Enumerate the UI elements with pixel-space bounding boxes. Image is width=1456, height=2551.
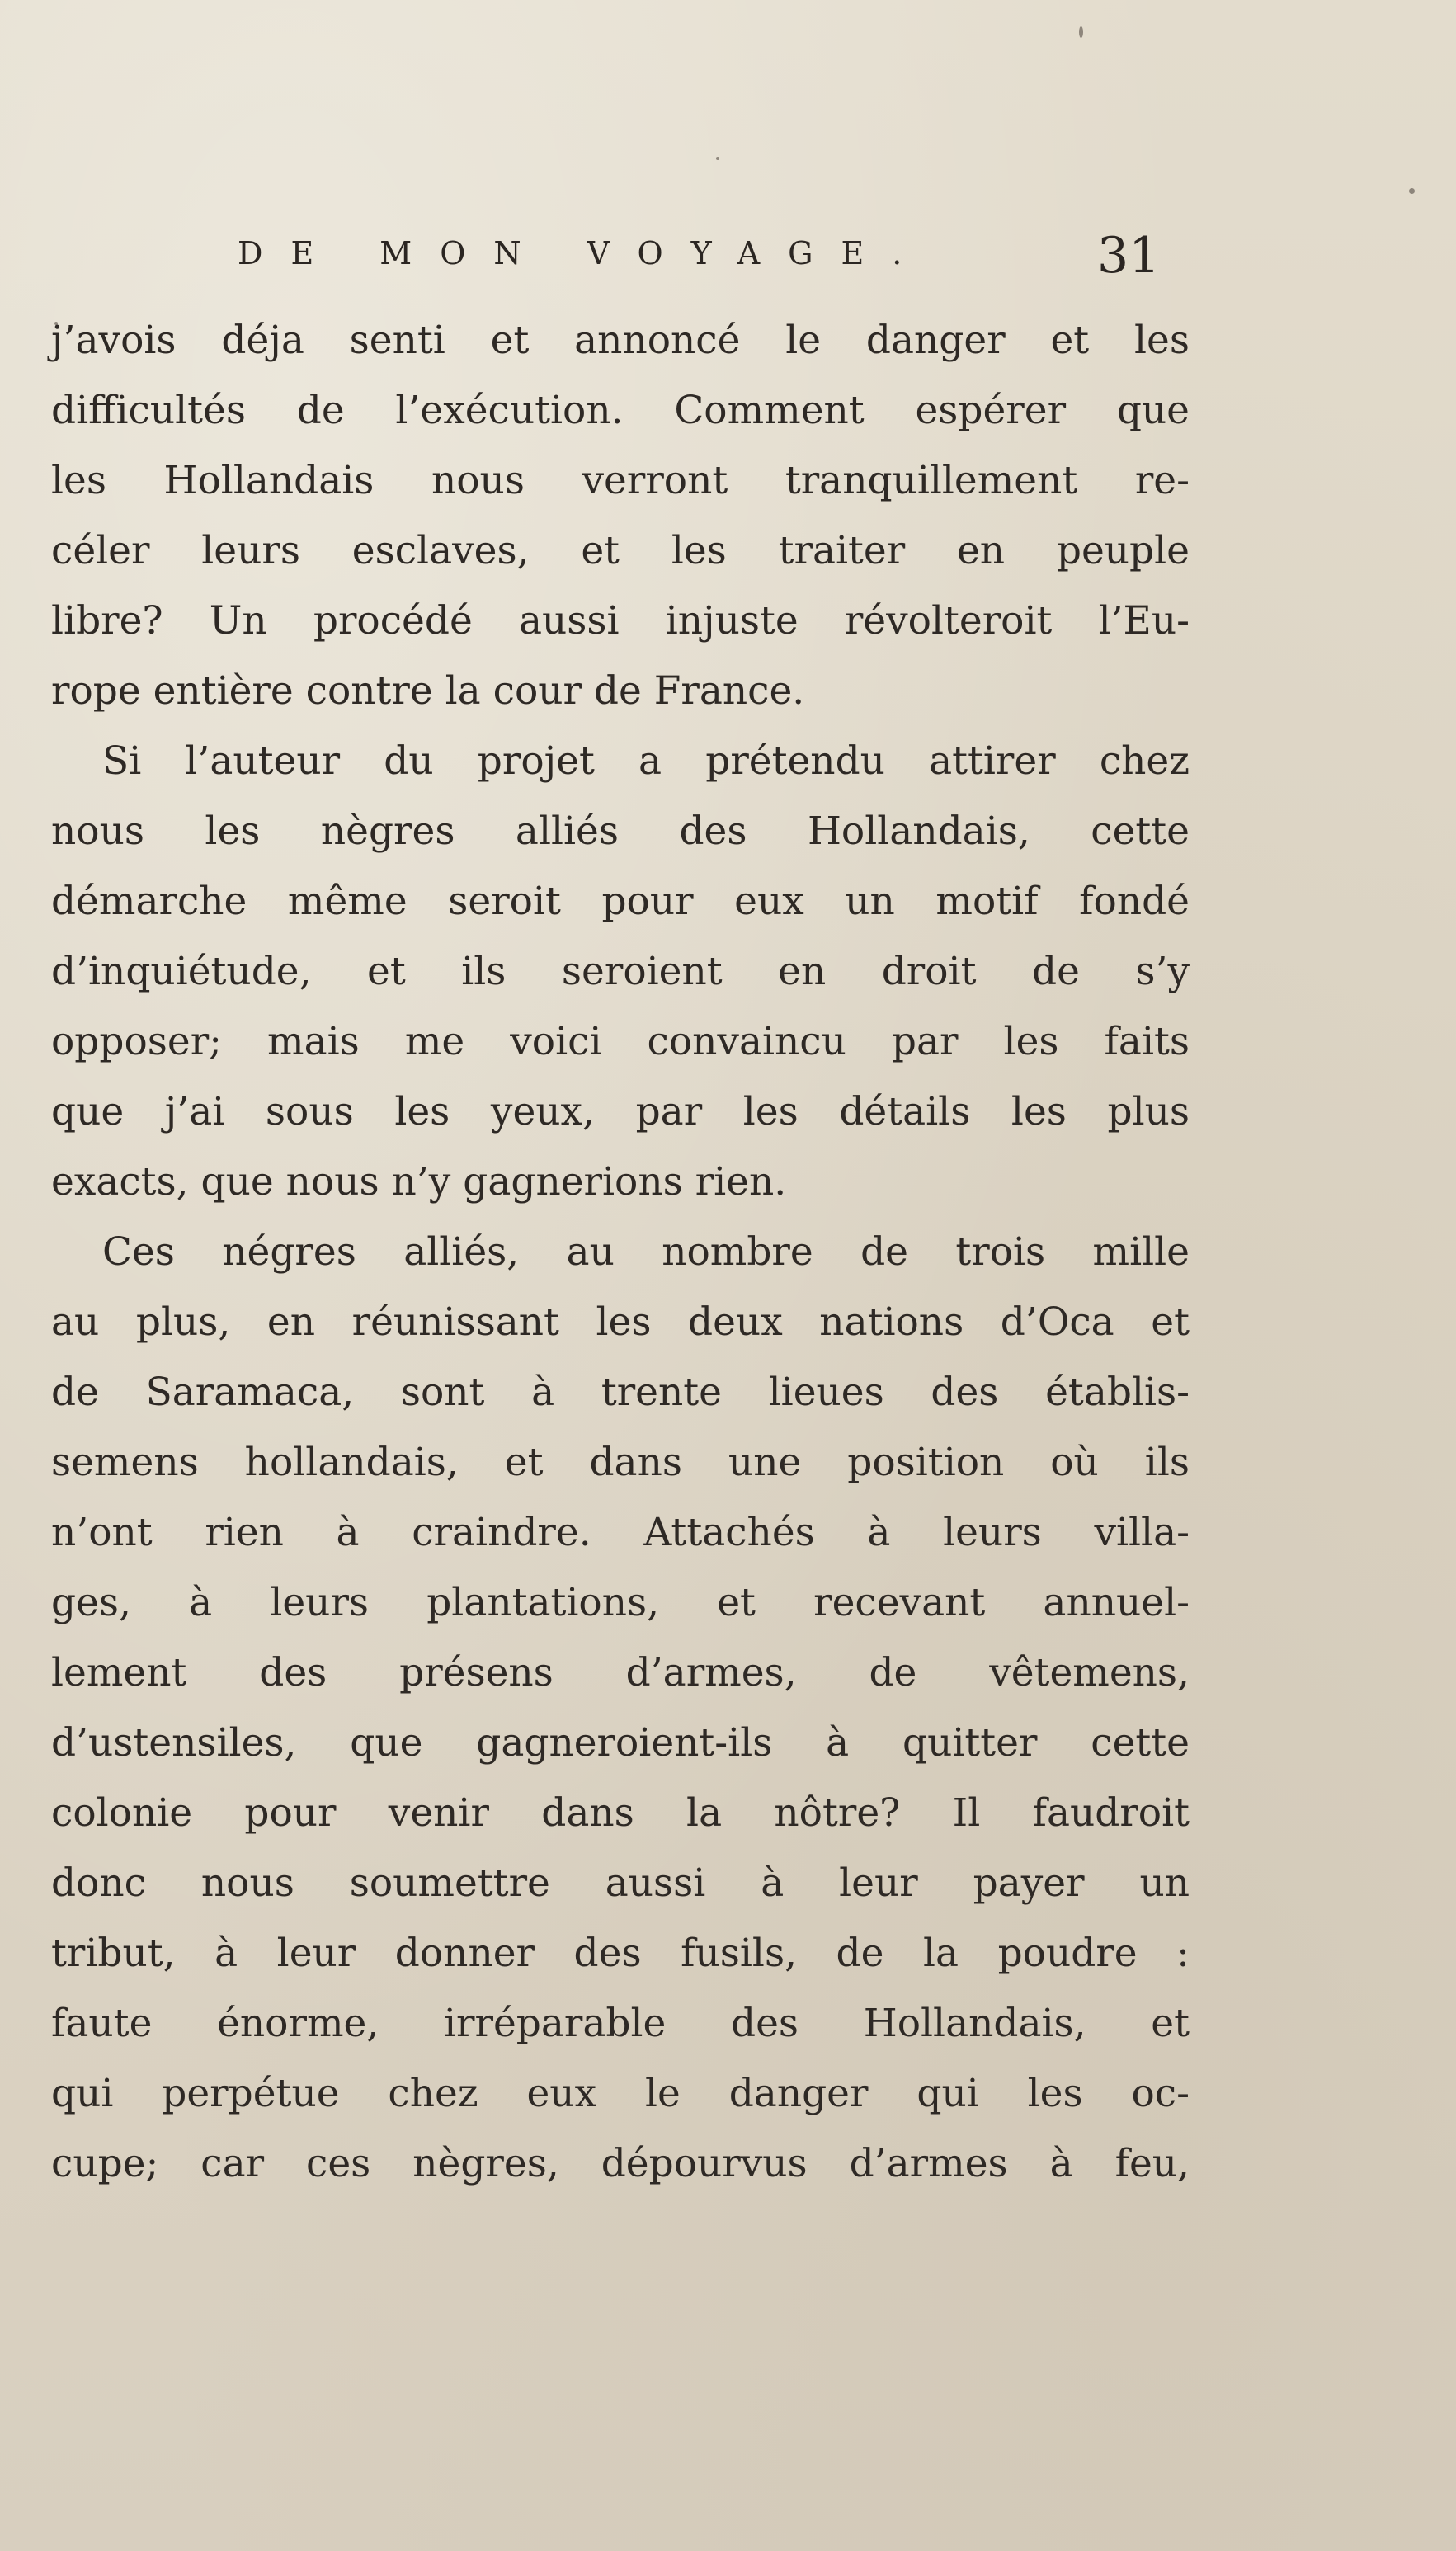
text-line: les Hollandais nous verront tranquillement re- <box>51 458 1190 503</box>
text-line: rope entière contre la cour de France. <box>51 668 805 714</box>
text-line: de Saramaca, sont à trente lieues des établis- <box>51 1370 1190 1415</box>
text-line: ges, à leurs plantations, et recevant annuel- <box>51 1580 1190 1625</box>
text-line: faute énorme, irréparable des Hollandais, et <box>51 2001 1190 2046</box>
text-line: d’ustensiles, que gagneroient-ils à quitter cette <box>51 1720 1190 1766</box>
text-line: n’ont rien à craindre. Attachés à leurs villa- <box>51 1510 1190 1555</box>
text-line: démarche même seroit pour eux un motif fondé <box>51 879 1190 924</box>
text-line: lement des présens d’armes, de vêtemens, <box>51 1650 1190 1695</box>
text-line: céler leurs esclaves, et les traiter en peuple <box>51 528 1190 573</box>
text-line: cupe; car ces nègres, dépourvus d’armes à feu, <box>51 2141 1190 2186</box>
text-line: libre? Un procédé aussi injuste révolteroit l’Eu- <box>51 598 1190 644</box>
text-line: donc nous soumettre aussi à leur payer un <box>51 1860 1190 1906</box>
text-line: exacts, que nous n’y gagnerions rien. <box>51 1159 787 1205</box>
body-text <box>51 305 1190 2199</box>
text-line: difficultés de l’exécution. Comment espérer que <box>51 388 1190 433</box>
text-line: j’avois déja senti et annoncé le danger et les <box>51 318 1190 363</box>
paper-speck <box>716 157 719 160</box>
page-number: 31 <box>1097 227 1161 285</box>
running-title: DE MON VOYAGE. <box>238 235 931 271</box>
text-line: semens hollandais, et dans une position où ils <box>51 1440 1190 1485</box>
text-line: tribut, à leur donner des fusils, de la poudre : <box>51 1931 1190 1976</box>
running-head <box>0 227 1456 301</box>
text-line: que j’ai sous les yeux, par les détails les plus <box>51 1089 1190 1134</box>
text-line: au plus, en réunissant les deux nations d’Oca et <box>51 1299 1190 1345</box>
text-line: nous les nègres alliés des Hollandais, cette <box>51 809 1190 854</box>
paper-speck <box>1409 188 1415 194</box>
text-line: Si l’auteur du projet a prétendu attirer chez <box>102 738 1190 784</box>
text-line: colonie pour venir dans la nôtre? Il faudroit <box>51 1790 1190 1836</box>
text-line: opposer; mais me voici convaincu par les faits <box>51 1019 1190 1064</box>
text-line: Ces négres alliés, au nombre de trois mille <box>102 1229 1190 1275</box>
text-line: qui perpétue chez eux le danger qui les oc- <box>51 2071 1190 2116</box>
text-line: d’inquiétude, et ils seroient en droit de s’y <box>51 949 1190 994</box>
paper-speck <box>1079 26 1083 38</box>
